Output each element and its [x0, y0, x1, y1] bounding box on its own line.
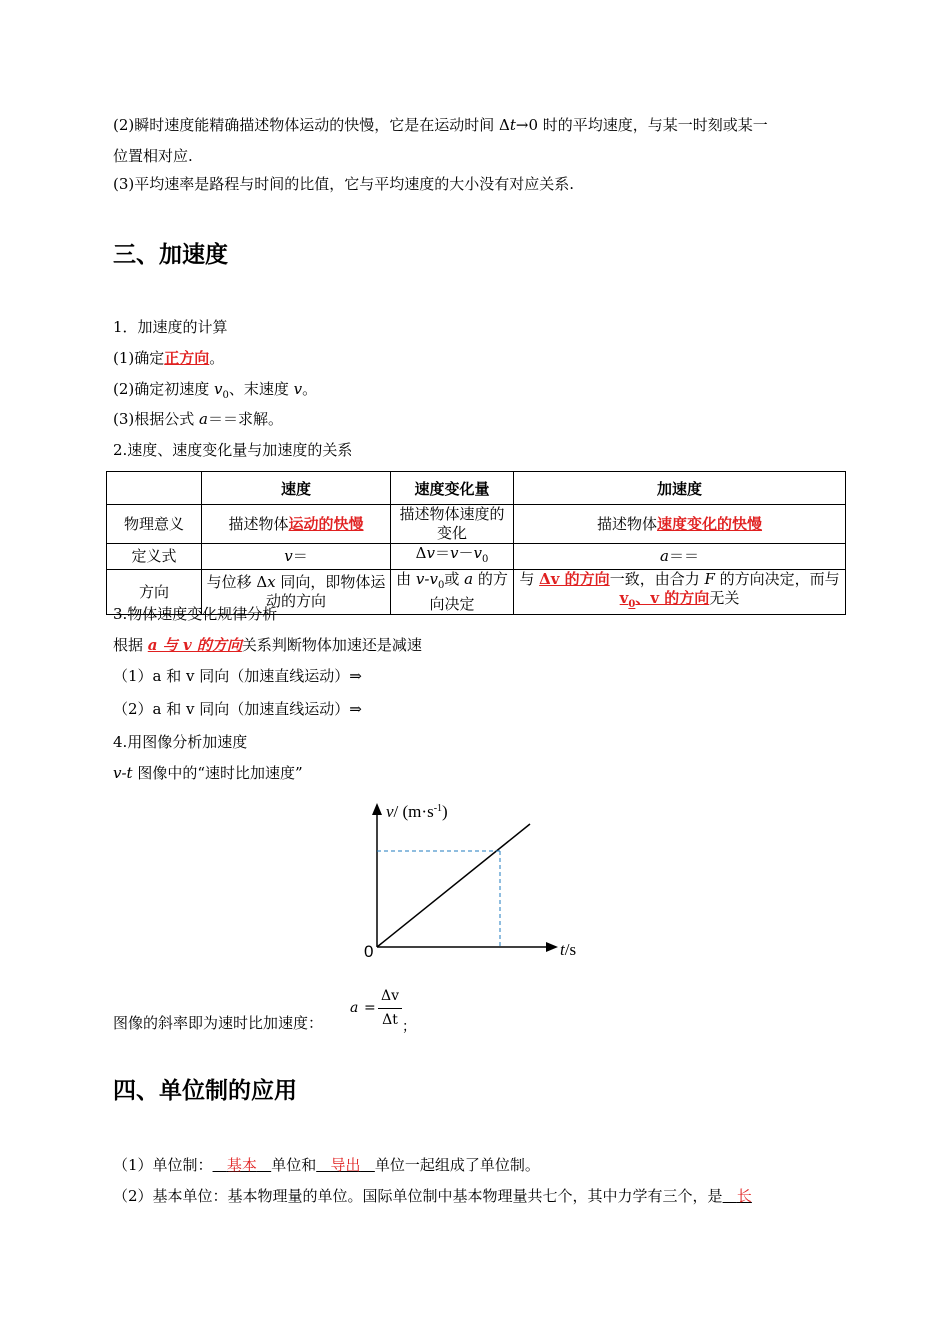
table-cell: 描述物体速度的变化 — [391, 505, 514, 544]
text: Δ — [415, 544, 427, 562]
table-cell: 定义式 — [107, 544, 202, 570]
subscript: 0 — [437, 580, 445, 591]
text: v-v — [415, 570, 438, 588]
fraction-bar — [378, 1008, 402, 1009]
origin-label: 0 — [364, 942, 374, 961]
text: 的方向决定，而与 — [714, 570, 840, 588]
text: ＝＝求解。 — [207, 410, 283, 428]
text: 与位移 Δ — [206, 573, 268, 591]
table-cell — [202, 544, 391, 570]
table-cell — [514, 570, 846, 615]
table-header: 速度变化量 — [391, 472, 514, 505]
paragraph-average-speed: (3)平均速率是路程与时间的比值，它与平均速度的大小没有对应关系. — [113, 175, 575, 193]
text: v — [214, 380, 223, 398]
text: 描述物体 — [596, 514, 657, 533]
table-row — [107, 505, 846, 544]
formula-numerator: Δv — [380, 988, 400, 1004]
subsection-title-graph: 4.用图像分析加速度 — [113, 733, 248, 751]
y-axis-arrow — [372, 803, 382, 815]
text: 与 — [519, 570, 540, 588]
table-header — [107, 472, 202, 505]
step-2 — [113, 378, 317, 407]
text: a — [464, 570, 474, 588]
table-cell: 方向 — [107, 570, 202, 615]
text: v — [473, 544, 482, 562]
table-header: 加速度 — [514, 472, 846, 505]
text: 由 — [396, 570, 416, 588]
x-axis-arrow — [546, 942, 558, 952]
text: 图像中的“速时比加速度” — [132, 764, 303, 782]
y-axis-label: v/ $(m\cdot s^{-1})$ — [386, 802, 448, 821]
fill-in-answer: 长 — [736, 1187, 752, 1205]
text: 根据 — [113, 636, 148, 654]
text: 。 — [209, 349, 225, 367]
formula-symbol: a — [350, 1000, 359, 1016]
table-cell — [514, 544, 846, 570]
text: 无关 — [709, 589, 740, 607]
highlight-text: 速度变化的快慢 — [657, 514, 763, 533]
subscript: 0 — [628, 599, 636, 610]
text: － — [458, 544, 474, 562]
units-line-2 — [113, 1185, 752, 1207]
x-axis-label: t/s — [560, 940, 577, 959]
step-3 — [113, 408, 283, 430]
slope-statement: 图像的斜率即为速时比加速度： — [113, 1014, 324, 1032]
section-heading-units: 四、单位制的应用 — [113, 1078, 297, 1104]
fill-in-answer: 导出 — [330, 1156, 361, 1174]
formula-equals: = — [364, 1000, 376, 1016]
subsection-title-relation: 2.速度、速度变化量与加速度的关系 — [113, 441, 353, 459]
text: ＝ — [292, 547, 308, 565]
text: （2）基本单位：基本物理量的单位。国际单位制中基本物理量共七个，其中力学有三个，是 — [113, 1187, 723, 1205]
text: F — [704, 570, 715, 588]
analysis-rule — [113, 634, 422, 656]
relation-table — [106, 471, 846, 615]
text: 关系判断物体加速还是减速 — [241, 636, 422, 654]
text: v — [426, 544, 435, 562]
highlight-text: 正方向 — [164, 349, 210, 367]
highlight-text: v — [619, 589, 629, 607]
table-cell — [514, 505, 846, 544]
text: (3)根据公式 — [113, 410, 200, 428]
subsection-title-analysis: 3.物体速度变化规律分析 — [113, 605, 278, 623]
text: v — [449, 544, 459, 562]
fill-in-answer: 基本 — [226, 1156, 257, 1174]
text: 同向，即物体运动的方向 — [265, 573, 386, 610]
subsection-title-calc: 1．加速度的计算 — [113, 318, 228, 336]
formula-denominator: Δt — [382, 1012, 398, 1028]
table-row — [107, 544, 846, 570]
table-header-row — [107, 472, 846, 505]
analysis-item-2: （2）a 和 v 同向（加速直线运动）⇒ — [113, 700, 362, 718]
text: ＝＝ — [668, 547, 699, 565]
table-cell — [391, 570, 514, 615]
blank-underline — [316, 1156, 375, 1174]
subscript: 0 — [481, 554, 489, 565]
text: 一致，由合力 — [609, 570, 705, 588]
analysis-item-1: （1）a 和 v 同向（加速直线运动）⇒ — [113, 667, 362, 685]
text: t — [509, 116, 516, 134]
section-heading-acceleration: 三、加速度 — [113, 242, 228, 268]
text: (2)瞬时速度能精确描述物体运动的快慢，它是在运动时间 Δ — [113, 116, 510, 134]
step-1 — [113, 347, 224, 369]
table-header: 速度 — [202, 472, 391, 505]
paragraph-instant-velocity — [113, 114, 768, 136]
units-line-1 — [113, 1154, 540, 1176]
text: a — [660, 547, 669, 565]
text: 单位一起组成了单位制。 — [374, 1156, 540, 1174]
text: (1)确定 — [113, 349, 165, 367]
blank-underline — [723, 1187, 752, 1205]
text: (2)确定初速度 — [113, 380, 215, 398]
text: x — [267, 573, 276, 591]
subscript: 0 — [222, 390, 229, 401]
vt-graph — [340, 795, 600, 970]
text: ＝ — [434, 544, 450, 562]
blank-underline — [213, 1156, 272, 1174]
highlight-text: a 与 v 的方向 — [147, 636, 242, 654]
formula-end: ； — [402, 1019, 416, 1035]
text: v — [284, 547, 293, 565]
text: 描述物体 — [228, 514, 289, 533]
text: （1）单位制： — [113, 1156, 213, 1174]
text: 单位和 — [271, 1156, 317, 1174]
text: →0 时的平均速度，与某一时刻或某一 — [515, 116, 768, 134]
text: v — [293, 380, 303, 398]
text: a — [199, 410, 208, 428]
highlight-text: 运动的快慢 — [288, 514, 364, 533]
text: 的方向决定 — [429, 570, 508, 613]
text: 。 — [302, 380, 318, 398]
text: v-t — [113, 764, 133, 782]
paragraph-instant-velocity-cont: 位置相对应. — [113, 147, 193, 165]
table-cell — [202, 505, 391, 544]
table-cell: 物理意义 — [107, 505, 202, 544]
table-cell — [391, 544, 514, 570]
velocity-line — [377, 824, 530, 947]
text: 、末速度 — [228, 380, 294, 398]
highlight-text: 、v 的方向 — [635, 589, 710, 607]
graph-caption — [113, 762, 303, 784]
highlight-text: Δv 的方向 — [539, 570, 610, 588]
text: 或 — [444, 570, 465, 588]
